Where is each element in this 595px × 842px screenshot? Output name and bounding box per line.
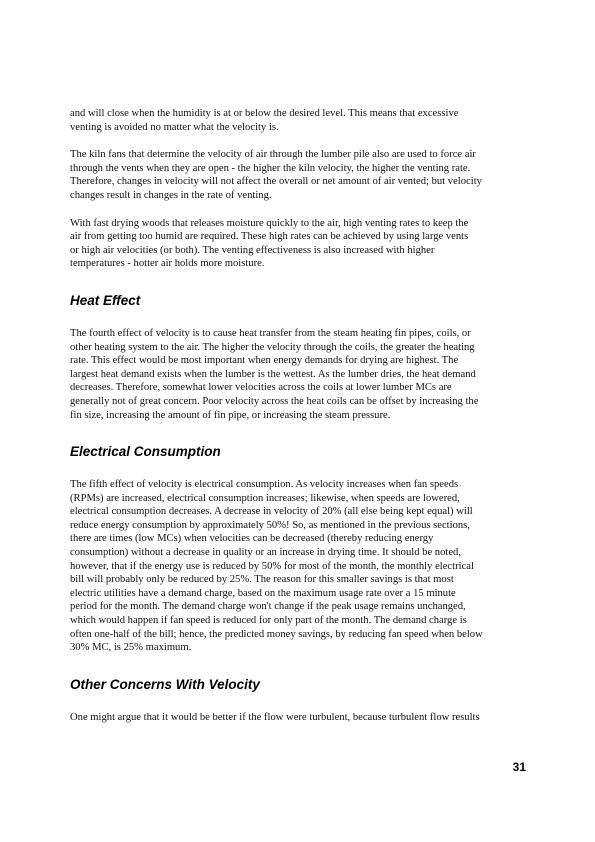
body-paragraph: The kiln fans that determine the velocity of air through the lumber pile also are used to force air through the vents when they are open - the higher the kiln velocity, the higher the venting rate. Therefore, changes in velocity will not affect the overall or net amount of air vented; but velocity changes result in changes in the rate of venting.	[70, 149, 482, 201]
body-paragraph: One might argue that it would be better if the flow were turbulent, because turbulent flow results	[70, 711, 480, 723]
page-number: 31	[512, 760, 526, 774]
body-paragraph: The fourth effect of velocity is to cause heat transfer from the steam heating fin pipes, coils, or other heating system to the air. The higher the velocity through the coils, the greater the heating rate. This effect would be most important when energy demands for drying are highest. The largest heat demand exists when the lumber is the wettest. As the lumber dries, the heat demand decreases. Therefore, somewhat lower velocities across the coils at lower lumber MCs are generally not of great concern. Poor velocity across the heat coils can be offset by increasing the fin size, increasing the amount of fin pipe, or increasing the steam pressure.	[70, 327, 479, 421]
body-paragraph: With fast drying woods that releases moisture quickly to the air, high venting rates to keep the air from getting too humid are required. These high rates can be achieved by using large vents or high air velocities (or both). The venting effectiveness is also increased with higher temperatures - hotter air holds more moisture.	[70, 217, 469, 270]
page-body	[70, 107, 526, 738]
section-heading-heat-effect: Heat Effect	[70, 292, 141, 308]
body-paragraph: The fifth effect of velocity is electrical consumption. As velocity increases when fan speeds (RPMs) are increased, electrical consumption increases; likewise, when speeds are lowered, electrical consumption decreases. A decrease in velocity of 20% (all else being kept equal) will reduce energy consumption by approximately 50%! So, as mentioned in the previous sections, there are times (low MCs) when velocities can be decreased (thereby reducing energy consumption) without a decrease in quality or an increase in drying time. It should be noted, however, that if the energy use is reduced by 50% for most of the month, the monthly electrical bill will probably only be reduced by 25%. The reason for this smaller savings is that most electric utilities have a demand charge, based on the maximum usage rate over a 15 minute period for the month. The demand charge won't change if the peak usage remains unchanged, which would happen if fan speed is reduced for only part of the month. The demand charge is often one-half of the bill; hence, the predicted money savings, by reducing fan speed when below 30% MC, is 25% maximum.	[70, 479, 483, 654]
section-heading-electrical-consumption: Electrical Consumption	[70, 444, 221, 460]
body-paragraph: and will close when the humidity is at or below the desired level. This means that excessive venting is avoided no matter what the velocity is.	[70, 108, 459, 133]
section-heading-other-concerns: Other Concerns With Velocity	[70, 676, 260, 692]
